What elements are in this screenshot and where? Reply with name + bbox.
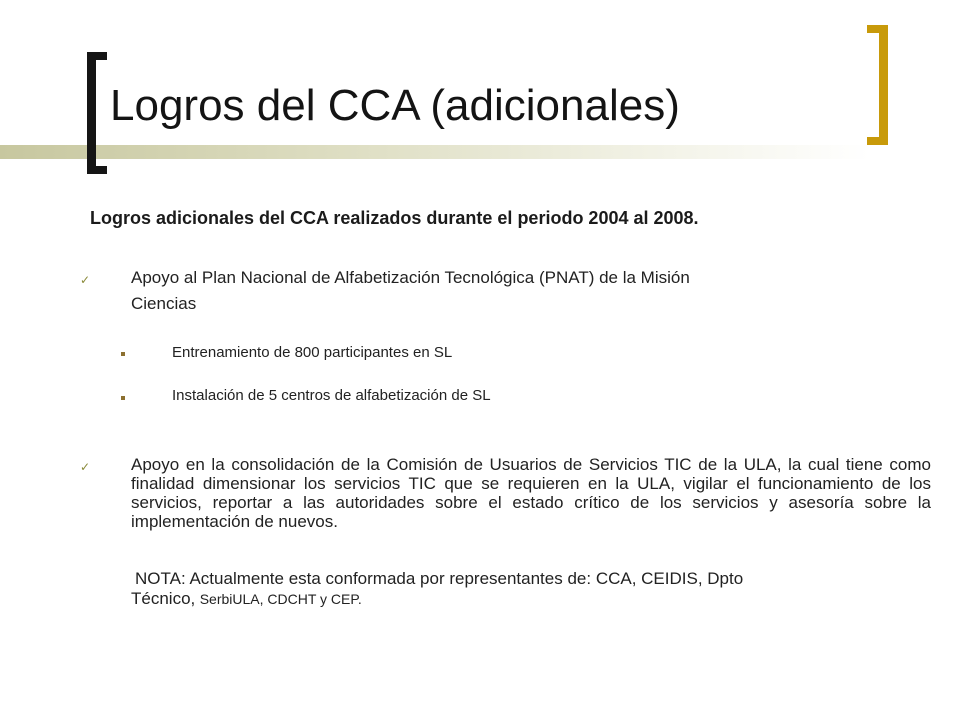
square-bullet-icon [121, 352, 125, 356]
bullet-1-line-2: Ciencias [131, 294, 197, 313]
slide-title: Logros del CCA (adicionales) [110, 81, 680, 130]
check-bullet-icon: ✓ [80, 460, 91, 474]
bullet-2-text: Apoyo en la consolidación de la Comisión de Usuarios de Servicios TIC de la ULA, la cual tiene como finalidad dimensionar los servicios TIC que se requieren en la ULA, vigilar el funcionamiento de los servicios, reportar a las autoridades sobre el estado crítico de los servicios y asesoría sobre la implementación de nuevos. [131, 455, 931, 531]
sub-item-1: Entrenamiento de 800 participantes en SL [172, 344, 453, 361]
note-line-2 [131, 589, 362, 609]
note-line-2-main: Técnico, [131, 589, 196, 608]
sub-item-2: Instalación de 5 centros de alfabetización de SL [172, 387, 491, 404]
title-accent-line [0, 145, 870, 159]
note-line-1: NOTA: Actualmente esta conformada por representantes de: CCA, CEIDIS, Dpto [135, 569, 744, 588]
right-bracket-decoration [867, 25, 888, 145]
note-line-2-small: SerbiULA, CDCHT y CEP. [199, 591, 362, 607]
bullet-1-line-1: Apoyo al Plan Nacional de Alfabetización Tecnológica (PNAT) de la Misión [131, 268, 690, 287]
left-bracket-decoration [87, 52, 107, 174]
check-bullet-icon: ✓ [80, 273, 91, 287]
square-bullet-icon [121, 396, 125, 400]
intro-heading: Logros adicionales del CCA realizados durante el periodo 2004 al 2008. [90, 208, 699, 228]
